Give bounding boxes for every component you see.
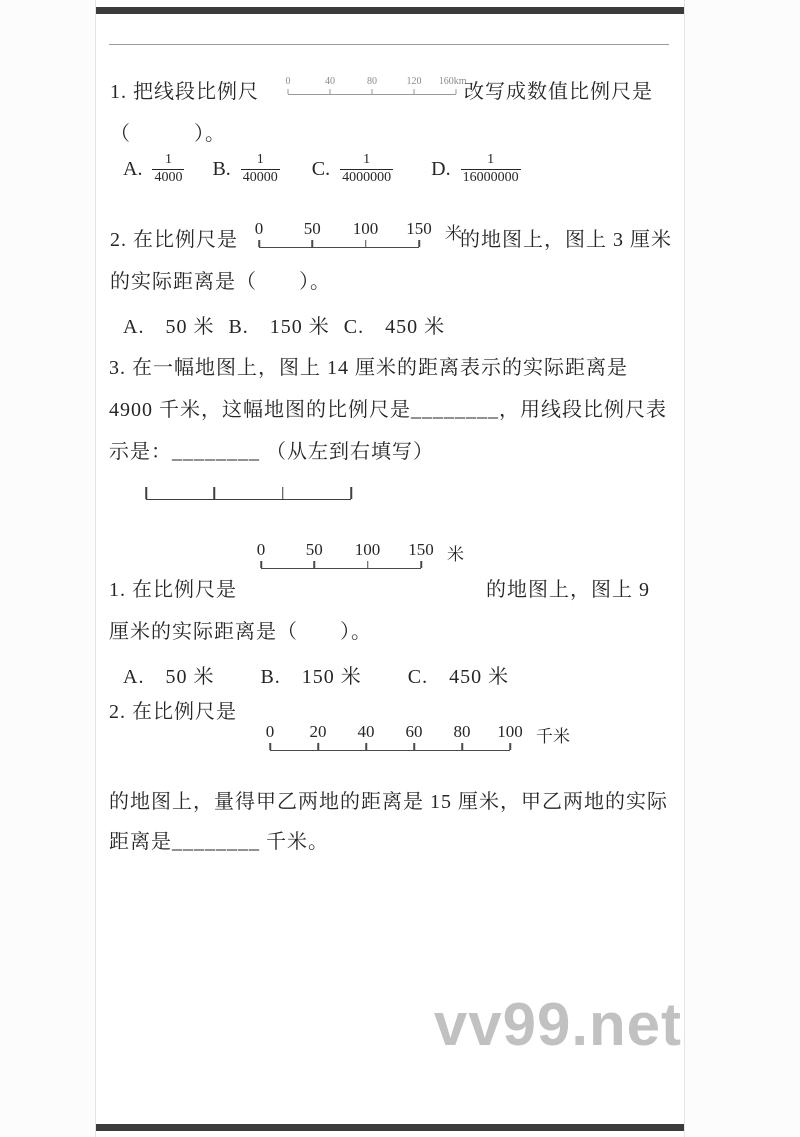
option-c-fraction [340,152,393,187]
fraction-denominator: 4000 [154,169,183,185]
option-a: A. 50 米 [123,666,215,688]
ruler-labels [254,219,462,243]
ruler-label: 100 [354,540,381,559]
s2q2-text-line2: 的地图上，量得甲乙两地的距离是 15 厘米，甲乙两地的实际 [109,791,668,813]
q1-scale-ruler [285,76,467,95]
q2-scale-ruler [254,219,462,248]
s2q1-text-suffix: 的地图上，图上 9 [486,579,650,601]
ruler-label: 0 [256,540,266,559]
q1-answer-blank: （ ）。 [110,123,226,145]
fraction-numerator: 1 [340,152,393,170]
fraction-denominator: 40000 [242,169,278,185]
ruler-unit: 米 [445,224,462,243]
ruler-label: 40 [325,76,335,87]
option-b: B. 150 米 [260,666,362,688]
fraction-denominator: 16000000 [462,169,519,185]
ruler-label: 0 [285,76,291,87]
q3-text-line3: 示是：________ （从左到右填写） [109,441,434,463]
s2q2-text-line3: 距离是________ 千米。 [109,831,329,853]
fraction-denominator: 4000000 [342,169,392,185]
option-a-fraction [152,152,184,187]
ruler-label: 120 [406,76,422,87]
ruler-line [288,89,456,95]
q3-text-line2: 4900 千米，这幅地图的比例尺是________，用线段比例尺表 [109,399,667,421]
q1-text-prefix: 1. 把线段比例尺 [110,81,259,103]
option-c-label: C. [311,157,331,180]
q2-text-line2: 的实际距离是（ ）。 [110,271,331,293]
ruler-labels [265,722,570,746]
ruler-labels [256,540,464,564]
option-a-label: A. [123,157,143,180]
s2q2-text-line1: 2. 在比例尺是 [109,701,237,723]
ruler-label: 50 [305,540,323,559]
ruler-label: 150 [408,540,434,559]
ruler-label: 100 [352,219,379,238]
ruler-line [259,241,419,248]
s2q1-text-prefix: 1. 在比例尺是 [109,579,237,601]
fraction-numerator: 1 [461,152,521,170]
ruler-label: 0 [254,219,264,238]
ruler-unit: 米 [447,545,464,564]
page-edge-bottom [96,1124,684,1131]
ruler-line [270,744,510,751]
option-a: A. 50 米 [123,316,215,338]
page-edge-top [96,7,684,14]
s2q1-options [123,660,509,689]
ruler-unit: 千米 [536,727,570,746]
option-d-label: D. [431,157,451,180]
option-d-fraction [461,152,521,187]
q1-text-suffix: 改写成数值比例尺是 [464,81,653,103]
option-c: C. 450 米 [343,316,446,338]
ruler-label: 60 [405,722,423,741]
s2q1-text-line2: 厘米的实际距离是（ ）。 [109,621,372,643]
option-b-label: B. [212,157,231,180]
fraction-numerator: 1 [241,152,280,170]
q2-text-prefix: 2. 在比例尺是 [110,229,238,251]
ruler-label: 40 [357,722,375,741]
watermark: vv99.net [433,991,682,1058]
ruler-label: 160km [438,76,467,87]
q2-text-suffix: 的地图上，图上 3 厘米 [460,229,672,251]
header-rule [109,44,669,45]
ruler-label: 0 [265,722,275,741]
s2q2-scale-ruler [265,722,570,751]
q2-options [123,310,445,339]
ruler-label: 150 [406,219,432,238]
ruler-line [146,487,351,500]
ruler-labels [285,76,467,89]
ruler-line [261,562,421,569]
s2q1-scale-ruler [256,540,464,569]
q1-options [123,152,521,187]
option-c: C. 450 米 [407,666,510,688]
ruler-label: 20 [309,722,327,741]
ruler-label: 80 [453,722,471,741]
q3-text-line1: 3. 在一幅地图上，图上 14 厘米的距离表示的实际距离是 [109,357,628,379]
worksheet-page [95,0,685,1137]
ruler-label: 50 [303,219,321,238]
option-b-fraction [241,152,280,187]
option-b: B. 150 米 [228,316,330,338]
q3-blank-ruler [146,487,351,500]
ruler-label: 80 [367,76,377,87]
ruler-label: 100 [497,722,523,741]
fraction-numerator: 1 [152,152,184,170]
